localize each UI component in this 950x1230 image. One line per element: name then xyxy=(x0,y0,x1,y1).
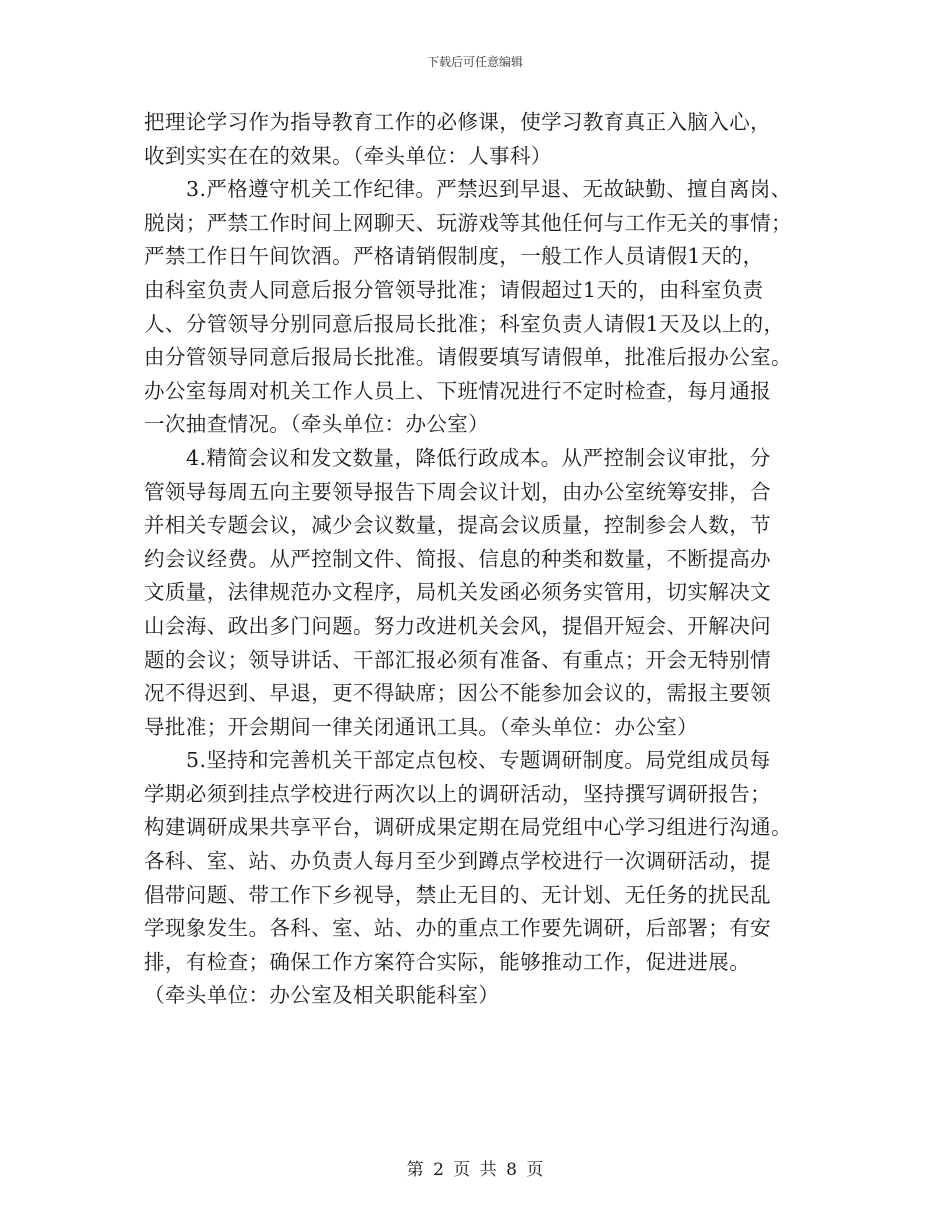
text-line: 文质量，法律规范办文程序，局机关发函必须务实管用，切实解决文 xyxy=(144,580,771,605)
text-line: 山会海、政出多门问题。努力改进机关会风，提倡开短会、开解决问 xyxy=(144,613,771,638)
text-line: 学现象发生。各科、室、站、办的重点工作要先调研，后部署；有安 xyxy=(144,916,771,941)
text-line: 学期必须到挂点学校进行两次以上的调研活动，坚持撰写调研报告； xyxy=(144,781,771,806)
text-line: 由科室负责人同意后报分管领导批准；请假超过1天的，由科室负责 xyxy=(144,277,764,302)
text-line: 并相关专题会议，减少会议数量，提高会议质量，控制参会人数，节 xyxy=(144,513,771,538)
text-line: 管领导每周五向主要领导报告下周会议计划，由办公室统筹安排，合 xyxy=(144,479,771,504)
document-body xyxy=(144,106,824,1013)
text-line: 办公室每周对机关工作人员上、下班情况进行不定时检查，每月通报 xyxy=(144,378,771,403)
text-line: 题的会议；领导讲话、干部汇报必须有准备、有重点；开会无特别情 xyxy=(144,647,771,672)
text-line: 脱岗；严禁工作时间上网聊天、玩游戏等其他任何与工作无关的事情； xyxy=(144,210,792,235)
paragraph-start-item-5: 5.坚持和完善机关干部定点包校、专题调研制度。局党组成员每 xyxy=(186,748,771,773)
text-line: 倡带问题、带工作下乡视导，禁止无目的、无计划、无任务的扰民乱 xyxy=(144,882,771,907)
text-line: （牵头单位：办公室及相关职能科室） xyxy=(144,983,500,1008)
page-header: 下载后可任意编辑 xyxy=(426,55,523,69)
page-number-footer: 第 2 页 共 8 页 xyxy=(406,1160,544,1180)
text-line: 各科、室、站、办负责人每月至少到蹲点学校进行一次调研活动，提 xyxy=(144,849,771,874)
text-line: 严禁工作日午间饮酒。严格请销假制度，一般工作人员请假1天的， xyxy=(144,244,764,269)
text-line: 况不得迟到、早退，更不得缺席；因公不能参加会议的，需报主要领 xyxy=(144,681,771,706)
text-line: 构建调研成果共享平台，调研成果定期在局党组中心学习组进行沟通。 xyxy=(144,815,792,840)
paragraph-start-item-4: 4.精简会议和发文数量，降低行政成本。从严控制会议审批，分 xyxy=(186,445,771,470)
text-line: 排，有检查；确保工作方案符合实际，能够推动工作，促进进展。 xyxy=(144,949,751,974)
paragraph-start-item-3: 3.严格遵守机关工作纪律。严禁迟到早退、无故缺勤、擅自离岗、 xyxy=(186,177,792,202)
text-line: 收到实实在在的效果。（牵头单位：人事科） xyxy=(144,143,552,168)
text-line: 一次抽查情况。（牵头单位：办公室） xyxy=(144,412,490,437)
text-line: 把理论学习作为指导教育工作的必修课，使学习教育真正入脑入心， xyxy=(144,110,771,134)
text-line: 约会议经费。从严控制文件、简报、信息的种类和数量，不断提高办 xyxy=(144,546,771,571)
text-line: 由分管领导同意后报局长批准。请假要填写请假单，批准后报办公室。 xyxy=(144,345,792,370)
text-line: 导批准；开会期间一律关闭通讯工具。（牵头单位：办公室） xyxy=(144,714,699,739)
text-line: 人、分管领导分别同意后报局长批准；科室负责人请假1天及以上的， xyxy=(144,311,785,336)
